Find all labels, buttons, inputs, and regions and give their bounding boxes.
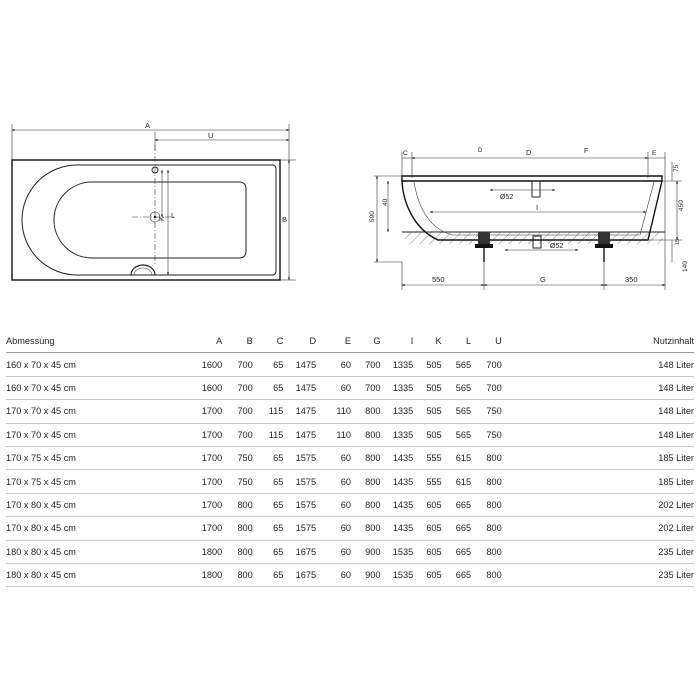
- cell-b: 700: [222, 423, 253, 446]
- cell-nutzinhalt: 148 Liter: [502, 376, 694, 399]
- cell-k: 505: [413, 400, 441, 423]
- cell-g: 800: [351, 423, 380, 446]
- cell-abmessung: 170 x 70 x 45 cm: [6, 400, 187, 423]
- cell-l: 615: [442, 446, 471, 469]
- dim-label-d-small: D: [478, 148, 483, 154]
- dim-label-e: E: [652, 150, 657, 157]
- cell-g: 800: [351, 517, 380, 540]
- table-row: [6, 423, 694, 446]
- cell-l: 565: [442, 400, 471, 423]
- cell-d: 1575: [283, 493, 316, 516]
- cell-b: 700: [222, 400, 253, 423]
- dim-label-l: L: [171, 211, 176, 220]
- dim-bottom-left: 550: [432, 275, 445, 284]
- header-u: U: [471, 330, 502, 353]
- cell-abmessung: 170 x 80 x 45 cm: [6, 493, 187, 516]
- cell-abmessung: 170 x 75 x 45 cm: [6, 446, 187, 469]
- cell-c: 115: [253, 423, 284, 446]
- cell-c: 65: [253, 446, 284, 469]
- cell-e: 60: [316, 540, 351, 563]
- cell-g: 700: [351, 376, 380, 399]
- cell-l: 665: [442, 517, 471, 540]
- cell-c: 65: [253, 470, 284, 493]
- cell-g: 900: [351, 540, 380, 563]
- cell-e: 60: [316, 493, 351, 516]
- cell-l: 615: [442, 470, 471, 493]
- cell-i: 1435: [381, 446, 414, 469]
- dim-left-outer: 590: [369, 211, 376, 222]
- table-row: [6, 400, 694, 423]
- table-header-row: [6, 330, 694, 353]
- cell-abmessung: 160 x 70 x 45 cm: [6, 376, 187, 399]
- cell-b: 800: [222, 563, 253, 586]
- overflow-pipe: [532, 181, 540, 197]
- cell-abmessung: 160 x 70 x 45 cm: [6, 353, 187, 376]
- cell-u: 700: [471, 376, 502, 399]
- cell-u: 800: [471, 470, 502, 493]
- cell-u: 800: [471, 540, 502, 563]
- dim-bottom-middle: G: [540, 275, 546, 284]
- cell-g: 800: [351, 493, 380, 516]
- table-row: [6, 540, 694, 563]
- cell-e: 110: [316, 400, 351, 423]
- cell-l: 565: [442, 353, 471, 376]
- header-k: K: [413, 330, 441, 353]
- cell-abmessung: 180 x 80 x 45 cm: [6, 540, 187, 563]
- cell-d: 1475: [283, 376, 316, 399]
- cell-abmessung: 170 x 80 x 45 cm: [6, 517, 187, 540]
- cell-nutzinhalt: 148 Liter: [502, 353, 694, 376]
- cell-a: 1700: [187, 400, 222, 423]
- cell-c: 65: [253, 493, 284, 516]
- cell-k: 605: [413, 517, 441, 540]
- cell-b: 750: [222, 446, 253, 469]
- cell-e: 60: [316, 446, 351, 469]
- cell-d: 1675: [283, 563, 316, 586]
- cell-a: 1700: [187, 423, 222, 446]
- drain-top-label: Ø52: [500, 194, 514, 201]
- dim-label-a: A: [145, 121, 151, 130]
- cell-k: 605: [413, 493, 441, 516]
- cell-l: 665: [442, 563, 471, 586]
- cell-a: 1700: [187, 470, 222, 493]
- cell-i: 1335: [381, 400, 414, 423]
- table-row: [6, 563, 694, 586]
- dim-label-b: B: [282, 215, 288, 224]
- tub-outer-rim: [12, 160, 280, 280]
- cell-b: 750: [222, 470, 253, 493]
- cell-i: 1535: [381, 563, 414, 586]
- cell-u: 700: [471, 353, 502, 376]
- cell-nutzinhalt: 148 Liter: [502, 400, 694, 423]
- tub-side-rim: [402, 176, 662, 181]
- cell-a: 1700: [187, 517, 222, 540]
- cell-abmessung: 170 x 70 x 45 cm: [6, 423, 187, 446]
- cell-k: 605: [413, 563, 441, 586]
- dimension-table: [6, 330, 694, 587]
- cell-b: 800: [222, 540, 253, 563]
- cell-i: 1335: [381, 353, 414, 376]
- cell-nutzinhalt: 202 Liter: [502, 493, 694, 516]
- cell-u: 800: [471, 446, 502, 469]
- cell-u: 750: [471, 423, 502, 446]
- cell-nutzinhalt: 148 Liter: [502, 423, 694, 446]
- cell-g: 800: [351, 470, 380, 493]
- cell-a: 1600: [187, 353, 222, 376]
- header-l: L: [442, 330, 471, 353]
- cell-b: 700: [222, 376, 253, 399]
- cell-c: 65: [253, 540, 284, 563]
- table-body: [6, 353, 694, 587]
- cell-d: 1675: [283, 540, 316, 563]
- table-row: [6, 493, 694, 516]
- dim-left-inner: 40: [382, 198, 389, 206]
- cell-a: 1600: [187, 376, 222, 399]
- cell-d: 1575: [283, 446, 316, 469]
- cell-nutzinhalt: 202 Liter: [502, 517, 694, 540]
- dim-right-middle: 450: [678, 200, 685, 211]
- cell-d: 1475: [283, 423, 316, 446]
- cell-nutzinhalt: 185 Liter: [502, 446, 694, 469]
- cell-c: 65: [253, 563, 284, 586]
- cell-a: 1800: [187, 563, 222, 586]
- table-row: [6, 517, 694, 540]
- cell-l: 665: [442, 540, 471, 563]
- cell-g: 700: [351, 353, 380, 376]
- dim-right-small: 15: [675, 238, 681, 245]
- header-abmessung: Abmessung: [6, 330, 187, 353]
- table-row: [6, 376, 694, 399]
- header-b: B: [222, 330, 253, 353]
- cell-b: 800: [222, 493, 253, 516]
- cell-c: 65: [253, 376, 284, 399]
- cell-d: 1475: [283, 400, 316, 423]
- cell-l: 665: [442, 493, 471, 516]
- header-c: C: [253, 330, 284, 353]
- cell-k: 555: [413, 470, 441, 493]
- cell-l: 565: [442, 423, 471, 446]
- cell-k: 505: [413, 423, 441, 446]
- cell-u: 750: [471, 400, 502, 423]
- dim-label-k: K: [159, 216, 166, 221]
- dim-label-u: U: [208, 131, 214, 140]
- dim-bottom-right: 350: [625, 275, 638, 284]
- cell-k: 605: [413, 540, 441, 563]
- header-e: E: [316, 330, 351, 353]
- overflow-outlet: [131, 265, 155, 275]
- cell-g: 800: [351, 446, 380, 469]
- cell-k: 555: [413, 446, 441, 469]
- cell-a: 1700: [187, 446, 222, 469]
- cell-i: 1535: [381, 540, 414, 563]
- header-i: I: [381, 330, 414, 353]
- dim-right-top: 75: [673, 164, 680, 172]
- tub-basin: [54, 182, 246, 258]
- table-row: [6, 446, 694, 469]
- cell-nutzinhalt: 235 Liter: [502, 563, 694, 586]
- cell-u: 800: [471, 517, 502, 540]
- cell-abmessung: 170 x 75 x 45 cm: [6, 470, 187, 493]
- cell-e: 110: [316, 423, 351, 446]
- header-nutzinhalt: Nutzinhalt: [502, 330, 694, 353]
- cell-nutzinhalt: 185 Liter: [502, 470, 694, 493]
- cell-d: 1475: [283, 353, 316, 376]
- cell-u: 800: [471, 493, 502, 516]
- cell-i: 1435: [381, 517, 414, 540]
- dim-label-i: I: [536, 203, 539, 212]
- cell-i: 1335: [381, 423, 414, 446]
- drain-bottom-label: Ø52: [550, 243, 564, 250]
- cell-e: 60: [316, 517, 351, 540]
- cell-b: 800: [222, 517, 253, 540]
- cell-d: 1575: [283, 470, 316, 493]
- cell-i: 1335: [381, 376, 414, 399]
- header-g: G: [351, 330, 380, 353]
- cell-c: 65: [253, 353, 284, 376]
- cell-a: 1700: [187, 493, 222, 516]
- table-row: [6, 470, 694, 493]
- cell-u: 800: [471, 563, 502, 586]
- header-a: A: [187, 330, 222, 353]
- cell-k: 505: [413, 376, 441, 399]
- cell-g: 900: [351, 563, 380, 586]
- cell-a: 1800: [187, 540, 222, 563]
- table-row: [6, 353, 694, 376]
- cell-b: 700: [222, 353, 253, 376]
- cell-k: 505: [413, 353, 441, 376]
- cell-g: 800: [351, 400, 380, 423]
- cell-l: 565: [442, 376, 471, 399]
- cell-d: 1575: [283, 517, 316, 540]
- top-view-drawing: [12, 121, 296, 280]
- cell-abmessung: 180 x 80 x 45 cm: [6, 563, 187, 586]
- cell-c: 115: [253, 400, 284, 423]
- cell-e: 60: [316, 376, 351, 399]
- cell-i: 1435: [381, 493, 414, 516]
- dim-label-d-center: D: [526, 148, 532, 157]
- cell-nutzinhalt: 235 Liter: [502, 540, 694, 563]
- cell-c: 65: [253, 517, 284, 540]
- cell-e: 60: [316, 563, 351, 586]
- dim-label-f: F: [584, 148, 589, 155]
- cell-e: 60: [316, 353, 351, 376]
- header-d: D: [283, 330, 316, 353]
- dim-right-bottom: 140: [682, 261, 689, 272]
- cell-e: 60: [316, 470, 351, 493]
- side-view-drawing: [369, 148, 689, 290]
- cell-i: 1435: [381, 470, 414, 493]
- dim-label-c-left: C: [403, 150, 408, 157]
